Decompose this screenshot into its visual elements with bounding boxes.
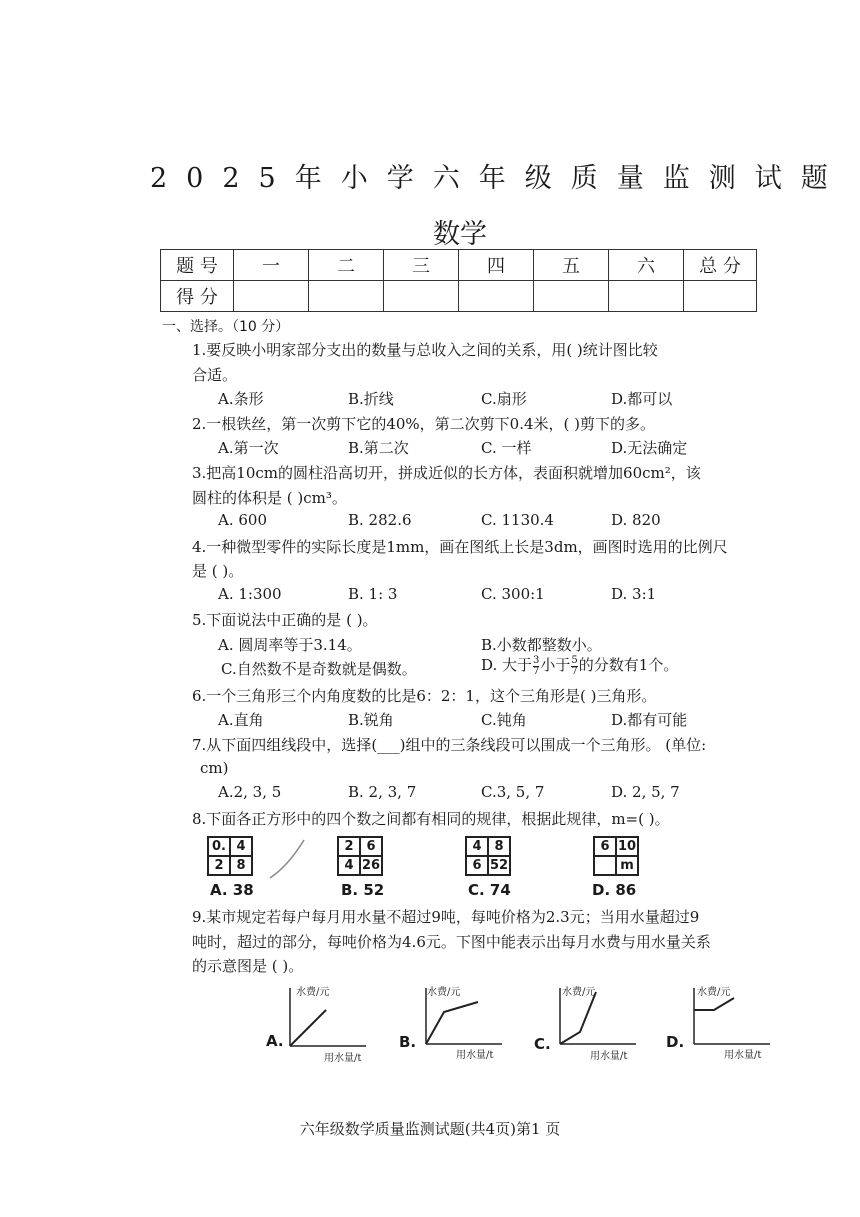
grid-cell: 6 — [466, 856, 488, 875]
option-a[interactable]: A. 圆周率等于3.14。 — [218, 636, 362, 654]
x-axis-label: 用水量/t — [456, 1050, 494, 1061]
y-axis-label: 水费/元 — [296, 987, 330, 998]
y-axis-label: 水费/元 — [427, 987, 461, 998]
score-input-cell[interactable] — [459, 281, 534, 312]
option-a[interactable]: A.直角 — [218, 711, 264, 729]
y-axis-label: 水费/元 — [562, 987, 596, 998]
option-b[interactable]: B. 1: 3 — [348, 585, 398, 603]
score-input-cell[interactable] — [309, 281, 384, 312]
option-d[interactable]: D. 86 — [592, 881, 637, 899]
exam-title: 2025年小学六年级质量监测试题 — [150, 163, 847, 194]
option-d-suffix: 的分数有1个。 — [578, 656, 679, 674]
curve-mark — [268, 836, 308, 880]
option-b[interactable]: B. — [399, 1033, 417, 1051]
option-b[interactable]: B. 2, 3, 7 — [348, 783, 417, 801]
graph-d — [686, 986, 772, 1046]
score-cell: 三 — [384, 250, 459, 281]
page-footer: 六年级数学质量监测试题(共4页)第1 页 — [299, 1120, 561, 1138]
question-2: 2.一根铁丝，第一次剪下它的40%，第二次剪下0.4米，( )剪下的多。 — [192, 415, 655, 433]
grid-cell: 52 — [489, 858, 509, 873]
question-5: 5.下面说法中正确的是 ( )。 — [192, 611, 378, 629]
graph-c — [552, 986, 638, 1046]
grid-cell: 4 — [230, 837, 252, 856]
option-d[interactable]: D.都有可能 — [611, 711, 688, 729]
option-c[interactable]: C. 74 — [468, 881, 511, 899]
grid-cell: 4 — [338, 856, 360, 875]
number-grid-c — [465, 836, 511, 876]
option-d[interactable]: D.都可以 — [611, 390, 673, 408]
option-d-prefix: D. 大于 — [481, 656, 533, 674]
grid-cell: 6 — [360, 837, 382, 856]
x-axis-label: 用水量/t — [324, 1053, 362, 1064]
option-b[interactable]: B.折线 — [348, 390, 394, 408]
number-grid-b — [337, 836, 383, 876]
score-input-cell[interactable] — [684, 281, 757, 312]
question-9-cont: 的示意图是 ( )。 — [192, 957, 304, 975]
option-c[interactable]: C.3, 5, 7 — [481, 783, 545, 801]
option-a[interactable]: A. — [266, 1032, 284, 1050]
question-9-cont: 吨时，超过的部分，每吨价格为4.6元。下图中能表示出每月水费与用水量关系 — [192, 933, 711, 951]
score-cell: 题 号 — [161, 250, 234, 281]
score-cell: 二 — [309, 250, 384, 281]
option-c[interactable]: C. 1130.4 — [481, 511, 554, 529]
score-cell: 一 — [234, 250, 309, 281]
question-1-cont: 合适。 — [192, 366, 238, 384]
number-grid-a — [207, 836, 253, 876]
score-table-score-row — [161, 281, 757, 312]
subject-title: 数学 — [433, 219, 487, 250]
option-b[interactable]: B.第二次 — [348, 439, 409, 457]
grid-cell: m — [616, 856, 638, 875]
grid-cell: 10 — [617, 839, 637, 854]
question-7-cont: cm) — [200, 759, 229, 777]
question-4-cont: 是 ( )。 — [192, 562, 244, 580]
question-7: 7.从下面四组线段中，选择(___)组中的三条线段可以围成一个三角形。 (单位: — [192, 736, 707, 754]
question-1: 1.要反映小明家部分支出的数量与总收入之间的关系，用( )统计图比较 — [192, 341, 658, 359]
option-a[interactable]: A.条形 — [218, 390, 264, 408]
option-b[interactable]: B.小数都整数小。 — [481, 636, 602, 654]
option-b[interactable]: B. 52 — [341, 881, 385, 899]
section-heading: 一、选择。（10 分） — [162, 319, 290, 335]
question-6: 6.一个三角形三个内角度数的比是6：2：1，这个三角形是( )三角形。 — [192, 687, 657, 705]
score-cell: 五 — [534, 250, 609, 281]
option-a[interactable]: A. 600 — [218, 511, 267, 529]
grid-cell: 0. — [208, 837, 230, 856]
score-cell: 总 分 — [684, 250, 757, 281]
option-d[interactable]: D.无法确定 — [611, 439, 688, 457]
option-c[interactable]: C.钝角 — [481, 711, 527, 729]
option-d-mid: 小于 — [540, 656, 571, 674]
grid-cell — [594, 856, 616, 875]
score-cell: 四 — [459, 250, 534, 281]
fraction: $\frac{3}{7}$ — [533, 654, 540, 677]
option-c[interactable]: C. 300:1 — [481, 585, 545, 603]
option-d[interactable]: D. 3:1 — [611, 585, 657, 603]
score-table — [160, 249, 757, 312]
x-axis-label: 用水量/t — [724, 1050, 762, 1061]
question-4: 4.一种微型零件的实际长度是1mm，画在图纸上长是3dm，画图时选用的比例尺 — [192, 538, 728, 556]
grid-cell: 2 — [208, 856, 230, 875]
grid-cell: 8 — [230, 856, 252, 875]
score-input-cell[interactable] — [609, 281, 684, 312]
option-c[interactable]: C.自然数不是奇数就是偶数。 — [221, 660, 417, 678]
question-3-cont: 圆柱的体积是 ( )cm³。 — [192, 489, 347, 507]
x-axis-label: 用水量/t — [590, 1051, 628, 1062]
graph-b — [418, 986, 504, 1046]
grid-cell: 8 — [488, 837, 510, 856]
option-c[interactable]: C. — [534, 1035, 551, 1053]
option-d[interactable]: D. — [666, 1033, 685, 1051]
score-input-cell[interactable] — [234, 281, 309, 312]
score-table-header-row — [161, 250, 757, 281]
option-a[interactable]: A.2, 3, 5 — [218, 783, 282, 801]
grid-cell: 4 — [466, 837, 488, 856]
score-cell: 六 — [609, 250, 684, 281]
option-c[interactable]: C. 一样 — [481, 439, 532, 457]
question-9: 9.某市规定若每户每月用水量不超过9吨，每吨价格为2.3元；当用水量超过9 — [192, 908, 700, 926]
grid-cell: 26 — [361, 858, 381, 873]
option-a[interactable]: A. 1:300 — [218, 585, 282, 603]
y-axis-label: 水费/元 — [697, 987, 731, 998]
fraction: $\frac{5}{7}$ — [571, 654, 578, 677]
option-d[interactable] — [481, 654, 678, 677]
score-input-cell[interactable] — [534, 281, 609, 312]
option-c[interactable]: C.扇形 — [481, 390, 527, 408]
question-3: 3.把高10cm的圆柱沿高切开，拼成近似的长方体，表面积就增加60cm²，该 — [192, 464, 701, 482]
option-a[interactable]: A.第一次 — [218, 439, 279, 457]
score-input-cell[interactable] — [384, 281, 459, 312]
question-8: 8.下面各正方形中的四个数之间都有相同的规律，根据此规律，m=( )。 — [192, 810, 670, 828]
score-row-label: 得 分 — [161, 281, 234, 312]
grid-cell: 2 — [338, 837, 360, 856]
number-grid-d — [593, 836, 639, 876]
graph-a — [284, 986, 368, 1048]
grid-cell: 6 — [594, 837, 616, 856]
option-a[interactable]: A. 38 — [210, 881, 254, 899]
option-d[interactable]: D. 820 — [611, 511, 661, 529]
option-b[interactable]: B.锐角 — [348, 711, 394, 729]
option-b[interactable]: B. 282.6 — [348, 511, 412, 529]
option-d[interactable]: D. 2, 5, 7 — [611, 783, 680, 801]
